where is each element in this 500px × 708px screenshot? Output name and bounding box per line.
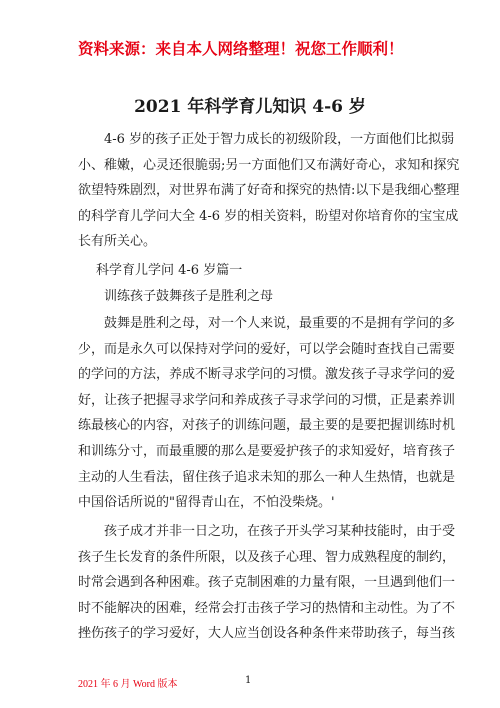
- text-line: 小、稚嫩，心灵还很脆弱;另一方面他们又布满好奇心，求知和探究: [78, 157, 460, 173]
- document-title: 2021 年科学育儿知识 4-6 岁: [134, 97, 366, 117]
- text-line: 中国俗话所说的"留得青山在，不怕没柴烧。': [78, 495, 335, 511]
- intro-paragraph: [78, 127, 460, 255]
- text-line: 挫伤孩子的学习爱好，大人应当创设各种条件来带助孩子，每当孩: [78, 626, 456, 642]
- footer-date: 2021 年 6 月 Word 版本: [78, 679, 178, 690]
- text-line: 少，而是永久可以保持对学问的爱好，可以学会随时查找自己需要: [78, 341, 456, 357]
- text-line: 4-6 岁的孩子正处于智力成长的初级阶段，一方面他们比拟弱: [104, 132, 455, 147]
- text-line: 时不能解决的困难，经常会打击孩子学习的热情和主动性。为了不: [78, 600, 456, 616]
- source-banner: 资料来源：来自本人网络整理！祝您工作顺利！: [78, 39, 404, 58]
- text-line: 的学问的方法，养成不断寻求学问的习惯。激发孩子寻求学问的爱: [78, 367, 456, 383]
- text-line: 主动的人生看法，留住孩子追求未知的那么一种人生热情，也就是: [78, 469, 456, 485]
- section-heading-text: 科学育儿学问 4-6 岁篇一: [96, 263, 243, 278]
- text-line: 长有所关心。: [78, 234, 157, 250]
- paragraph-2: [78, 519, 456, 647]
- text-line: 练最核心的内容，对孩子的训练问题，最主要的是要把握训练时机: [78, 418, 456, 434]
- subheading: [104, 284, 446, 310]
- subheading-text: 训练孩子鼓舞孩子是胜利之母: [104, 289, 274, 304]
- page-number: 1: [245, 675, 252, 686]
- text-line: 时常会遇到各种困难。孩子克制困难的力量有限，一旦遇到他们一: [78, 575, 456, 591]
- text-line: 的科学育儿学问大全 4-6 岁的相关资料，盼望对你培育你的宝宝成: [78, 208, 459, 224]
- text-line: 孩子成才并非一日之功，在孩子开头学习某种技能时，由于受: [104, 524, 456, 539]
- paragraph-1: [78, 311, 456, 516]
- text-line: 好，让孩子把握寻求学问和养成孩子寻求学问的习惯，正是素养训: [78, 392, 456, 408]
- text-line: 欲望特殊剧烈，对世界布满了好奇和探究的热情:以下是我细心整理: [78, 183, 460, 199]
- section-heading: [96, 258, 438, 284]
- text-line: 鼓舞是胜利之母，对一个人来说，最重要的不是拥有学问的多: [104, 316, 456, 331]
- text-line: 和训练分寸，而最重腰的那么是要爱护孩子的求知爱好，培育孩子: [78, 443, 456, 459]
- text-line: 孩子生长发育的条件所限，以及孩子心理、智力成熟程度的制约，: [78, 549, 456, 565]
